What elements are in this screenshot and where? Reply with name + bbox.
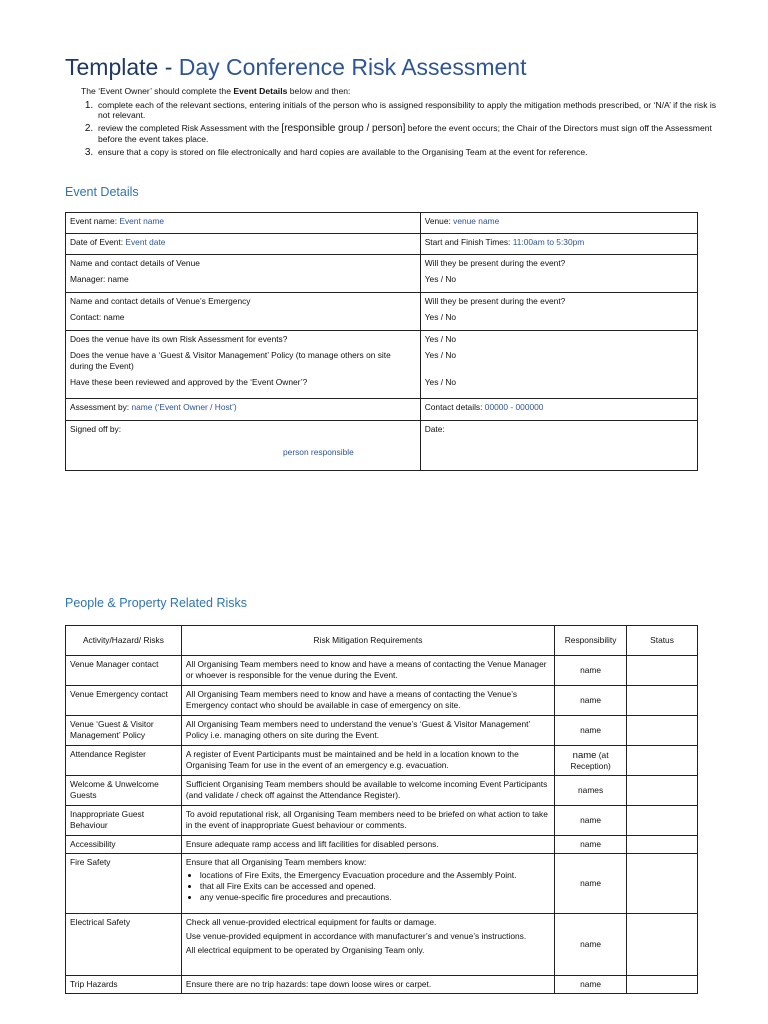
- manager-label: Manager: name: [70, 274, 129, 284]
- responsibility-cell: name: [555, 836, 627, 854]
- table-row: [66, 836, 698, 854]
- table-row: [66, 686, 698, 716]
- responsibility-cell: name: [555, 806, 627, 836]
- table-row: [66, 976, 698, 994]
- fire-safety-list: [186, 870, 550, 903]
- yes-no-2: Yes / No: [424, 312, 457, 322]
- question-reviewed: Have these been reviewed and approved by the ‘Event Owner’?: [70, 377, 308, 387]
- table-row: [66, 213, 698, 234]
- emergency-label: Name and contact details of Venue’s Emergency: [70, 296, 251, 306]
- step2-text-a: review the completed Risk Assessment with the: [98, 122, 282, 133]
- instructions-lead: [81, 86, 721, 97]
- date-cell: [66, 234, 421, 255]
- responsibility-cell: name: [555, 716, 627, 746]
- responsibility-cell: name: [555, 914, 627, 976]
- table-row: [66, 806, 698, 836]
- venue-cell: [420, 213, 697, 234]
- table-row: [66, 776, 698, 806]
- yes-no-1: Yes / No: [424, 274, 457, 284]
- table-row: [66, 234, 698, 255]
- list-item: • that all Fire Exits can be accessed and opened.: [200, 881, 550, 892]
- manager-present-cell: [420, 255, 697, 293]
- list-item: • any venue-specific fire procedures and precautions.: [200, 892, 550, 903]
- times-value: 11:00am to 5:30pm: [512, 237, 585, 247]
- fire-safety-intro: Ensure that all Organising Team members know:: [185, 857, 367, 867]
- table-row: [66, 255, 698, 293]
- question-guest-policy: Does the venue have a ‘Guest & Visitor Management’ Policy (to manage others on site during the Event): [70, 350, 391, 371]
- question-own-risk-assessment: Does the venue have its own Risk Assessment for events?: [70, 334, 288, 344]
- times-cell: [420, 234, 697, 255]
- responsibility-location: (at Reception): [570, 749, 611, 771]
- risks-table: [65, 625, 698, 994]
- mitigation-cell: [181, 854, 554, 914]
- activity-cell: Attendance Register: [66, 746, 182, 776]
- instruction-step-3: 3. ensure that a copy is stored on file electronically and hard copies are available to the Organising Team at the event for reference.: [96, 147, 721, 158]
- assessment-by-cell: [66, 399, 421, 421]
- venue-emergency-cell: [66, 293, 421, 331]
- responsibility-cell: name: [555, 976, 627, 994]
- event-name-value: Event name: [119, 216, 165, 226]
- page-title: [65, 54, 526, 81]
- signed-off-value: person responsible: [283, 447, 354, 457]
- lead-text: The ‘Event Owner’ should complete the: [81, 86, 234, 96]
- title-prefix: Template -: [65, 54, 173, 80]
- venue-value: venue name: [453, 216, 500, 226]
- status-cell: [627, 836, 698, 854]
- table-row: [66, 746, 698, 776]
- contact-details-label: Contact details:: [424, 402, 485, 412]
- status-cell: [627, 656, 698, 686]
- present-question-2: Will they be present during the event?: [424, 296, 566, 306]
- mitigation-cell: All Organising Team members need to understand the venue’s ‘Guest & Visitor Management’ Policy i.e. managing others on site during the Event.: [181, 716, 554, 746]
- mitigation-cell: Sufficient Organising Team members should be available to welcome incoming Event Participants (and validate / check off against the Attendance Register).: [181, 776, 554, 806]
- electrical-line-2: Use venue-provided equipment in accordance with manufacturer’s and venue’s instructions.: [185, 931, 527, 941]
- event-details-heading: Event Details: [65, 185, 139, 199]
- instructions: [81, 86, 721, 160]
- event-details-table: [65, 212, 698, 471]
- date-value: Event date: [125, 237, 166, 247]
- mitigation-cell: Ensure there are no trip hazards: tape down loose wires or carpet.: [181, 976, 554, 994]
- mitigation-cell: To avoid reputational risk, all Organising Team members need to be briefed on what action to take in the event of inappropriate Guest behaviour or comments.: [181, 806, 554, 836]
- table-row: [66, 656, 698, 686]
- mitigation-cell: Ensure adequate ramp access and lift facilities for disabled persons.: [181, 836, 554, 854]
- event-name-label: Event name:: [70, 216, 120, 226]
- electrical-line-1: Check all venue-provided electrical equipment for faults or damage.: [185, 917, 437, 927]
- venue-label: Venue:: [424, 216, 454, 226]
- activity-cell: Trip Hazards: [66, 976, 182, 994]
- yes-no-5: Yes / No: [424, 377, 457, 387]
- instructions-list: [81, 100, 721, 158]
- mitigation-cell: All Organising Team members need to know and have a means of contacting the Venue’s Emergency contact who should be available in case of emergency on site.: [181, 686, 554, 716]
- yes-no-4: Yes / No: [424, 350, 457, 360]
- column-header-activity: Activity/Hazard/ Risks: [66, 626, 182, 656]
- table-header-row: [66, 626, 698, 656]
- activity-cell: Venue Emergency contact: [66, 686, 182, 716]
- signed-off-label: Signed off by:: [70, 424, 122, 434]
- column-header-responsibility: Responsibility: [555, 626, 627, 656]
- responsibility-cell: name: [555, 854, 627, 914]
- table-row: [66, 421, 698, 471]
- responsibility-cell: [555, 746, 627, 776]
- date-label: Date of Event:: [70, 237, 126, 247]
- lead-text-end: below and then:: [287, 86, 351, 96]
- venue-contact-label: Name and contact details of Venue: [70, 258, 200, 268]
- column-header-mitigation: Risk Mitigation Requirements: [181, 626, 554, 656]
- responsibility-cell: name: [555, 686, 627, 716]
- signed-off-cell: [66, 421, 421, 471]
- instruction-step-1: 1. complete each of the relevant sections, entering initials of the person who is assigned responsibility to apply the mitigation methods prescribed, or ‘N/A’ if the risk is not relevant.: [96, 100, 721, 121]
- table-row: [66, 914, 698, 976]
- activity-cell: Inappropriate Guest Behaviour: [66, 806, 182, 836]
- status-cell: [627, 854, 698, 914]
- activity-cell: Welcome & Unwelcome Guests: [66, 776, 182, 806]
- step2-text-c: before the event occurs; the Chair of the Directors must sign off the Assessment before the event takes place.: [98, 122, 712, 145]
- status-cell: [627, 686, 698, 716]
- table-row: [66, 716, 698, 746]
- activity-cell: Venue Manager contact: [66, 656, 182, 686]
- status-cell: [627, 976, 698, 994]
- table-row: [66, 331, 698, 399]
- electrical-line-3: All electrical equipment to be operated by Organising Team only.: [185, 945, 425, 955]
- table-row: [66, 854, 698, 914]
- contact-details-value: 00000 - 000000: [484, 402, 544, 412]
- present-question-1: Will they be present during the event?: [424, 258, 566, 268]
- responsibility-name: name: [572, 749, 597, 761]
- mitigation-cell: All Organising Team members need to know and have a means of contacting the Venue Manager or whoever is responsible for the venue during the Event.: [181, 656, 554, 686]
- mitigation-cell: A register of Event Participants must be maintained and be held in a location known to the Organising Team for use in the event of an emergency e.g. evacuation.: [181, 746, 554, 776]
- title-main: Day Conference Risk Assessment: [178, 54, 527, 80]
- event-name-cell: [66, 213, 421, 234]
- sign-date-label: Date:: [424, 424, 445, 434]
- assessment-value: name (‘Event Owner / Host’): [131, 402, 237, 412]
- responsibility-cell: name: [555, 656, 627, 686]
- activity-cell: Fire Safety: [66, 854, 182, 914]
- responsibility-cell: names: [555, 776, 627, 806]
- venue-policy-answers-cell: [420, 331, 697, 399]
- people-property-risks-heading: People & Property Related Risks: [65, 596, 248, 610]
- venue-manager-cell: [66, 255, 421, 293]
- status-cell: [627, 776, 698, 806]
- venue-policy-questions-cell: [66, 331, 421, 399]
- status-cell: [627, 914, 698, 976]
- activity-cell: Electrical Safety: [66, 914, 182, 976]
- contact-details-cell: [420, 399, 697, 421]
- sign-date-cell: [420, 421, 697, 471]
- table-row: [66, 399, 698, 421]
- times-label: Start and Finish Times:: [424, 237, 513, 247]
- status-cell: [627, 806, 698, 836]
- status-cell: [627, 746, 698, 776]
- mitigation-cell: [181, 914, 554, 976]
- assessment-label: Assessment by:: [70, 402, 132, 412]
- yes-no-3: Yes / No: [424, 334, 457, 344]
- status-cell: [627, 716, 698, 746]
- activity-cell: Accessibility: [66, 836, 182, 854]
- table-row: [66, 293, 698, 331]
- list-item: • locations of Fire Exits, the Emergency Evacuation procedure and the Assembly Point.: [200, 870, 550, 881]
- instruction-step-2: [96, 123, 721, 145]
- lead-bold: Event Details: [233, 86, 288, 96]
- contact-label: Contact: name: [70, 312, 125, 322]
- emergency-present-cell: [420, 293, 697, 331]
- activity-cell: Venue ‘Guest & Visitor Management’ Policy: [66, 716, 182, 746]
- column-header-status: Status: [627, 626, 698, 656]
- step2-placeholder: [responsible group / person]: [281, 122, 406, 134]
